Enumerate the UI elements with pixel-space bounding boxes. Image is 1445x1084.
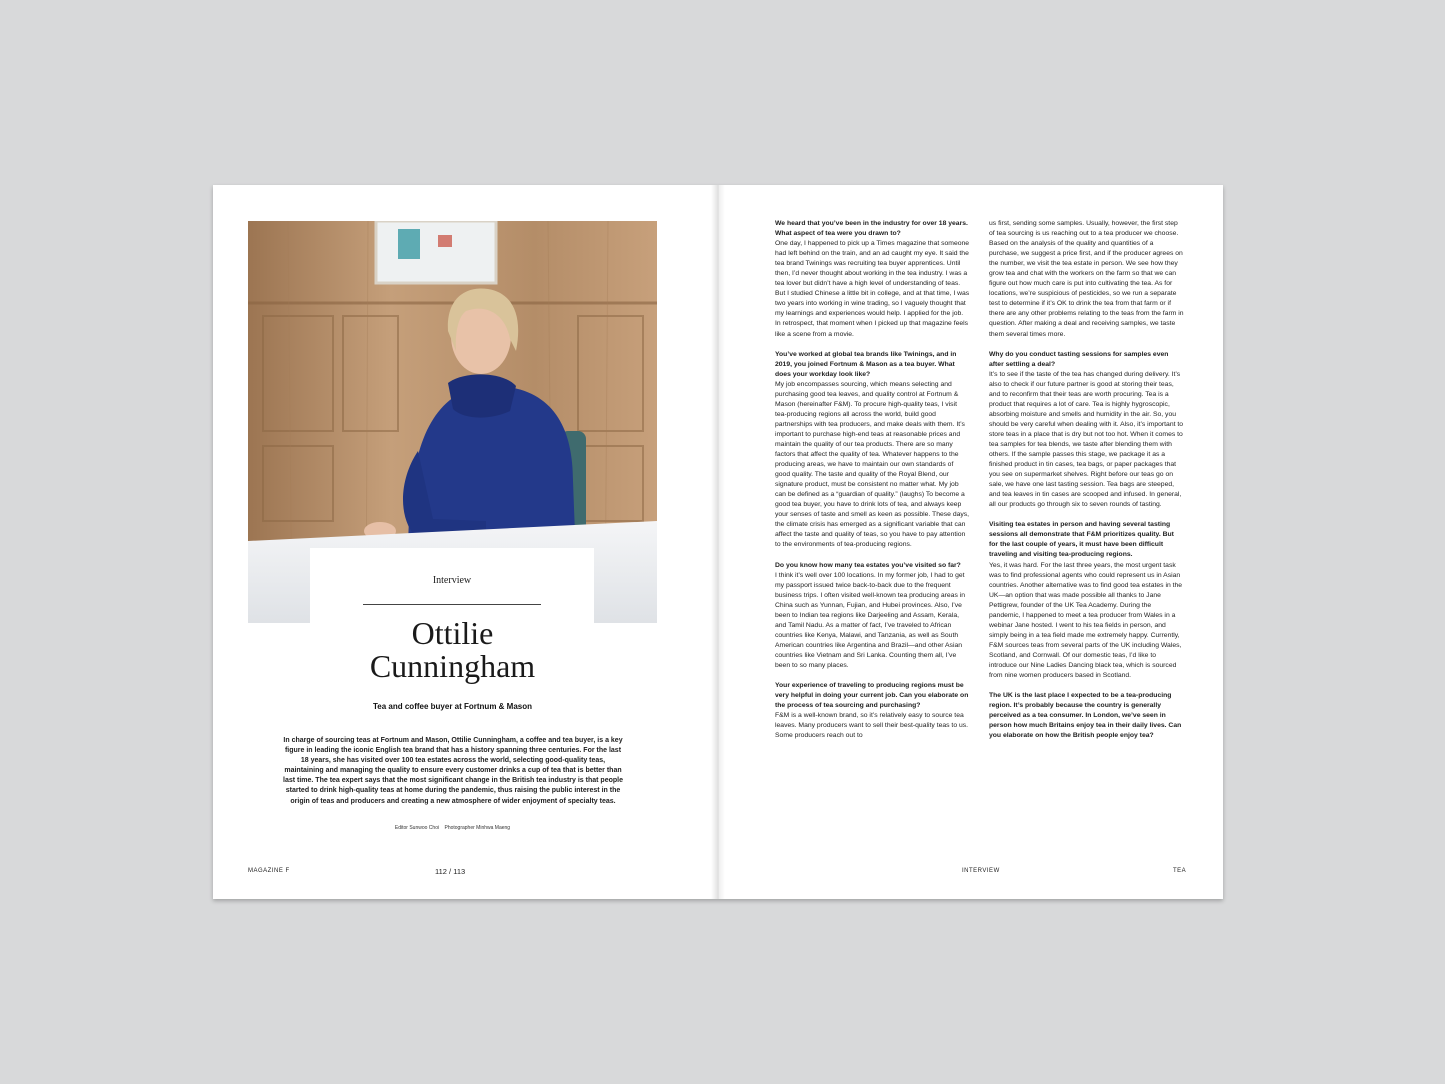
title-card [310,548,594,623]
answer: One day, I happened to pick up a Times magazine that someone had left behind on the train, and an ad caught my eye. It said the tea brand Twinings was recruiting tea buyer apprentices. Until then, I’d never thought about working in the tea industry. I was a tea lover but didn’t have a high level of understanding of teas. But I studied Chinese a little bit in college, and at that time, I was two years into working in wine trading, so I vaguely thought that my learnings and experiences would help. I applied for the job. In retrospect, that moment when I picked up that magazine feels like a scene from a movie. [775,240,970,338]
intro-paragraph: In charge of sourcing teas at Fortnum and Mason, Ottilie Cunningham, a coffee and tea buyer, is a key figure in leading the iconic English tea brand that has a history spanning three centuries. For the last 18 years, she has visited over 100 tea estates across the world, selecting good-quality teas, maintaining and managing the quality to ensure every customer drinks a cup of tea that is better than last time. The tea expert says that the most significant change in the British tea industry is that people started to drink high-quality teas at home during the pandemic, thus raising the public interest in the origin of teas and producers and creating a new atmosphere of wider enjoyment of specialty teas. [283,737,623,805]
question: Why do you conduct tasting sessions for samples even after settling a deal? [989,350,1169,368]
answer: It’s to see if the taste of the tea has changed during delivery. It’s also to check if our future partner is good at storing their teas, and to reconfirm that their teas are worth procuring. Tea is a product that requires a lot of care. Tea is highly hygroscopic, absorbing moisture and smells and humidity in the air. So, you should be very careful when dealing with it. Also, it’s important to store teas in a place that is dry but not too hot. When it comes to tea samples for tea blends, we taste after blending them with others. If the sample passes this stage, we package it as a finished product in tin cases, tea bags, or paper packages that you see on supermarket shelves. Right before our teas go on sale, we have one last tasting session. Tea bags are steeped, and tea leaves in tin cases are scooped and infused. In general, all our products go through six to seven rounds of tasting. [989,370,1184,509]
page-numbers: 112 / 113 [435,867,466,876]
question: We heard that you’ve been in the industry for over 18 years. What aspect of tea were you drawn to? [775,220,968,238]
answer: F&M is a well-known brand, so it’s relatively easy to source tea leaves. Many producers want to sell their best-quality teas to us. Some producers reach out to [775,712,969,740]
name-line-2: Cunningham [369,648,536,684]
magazine-spread [213,185,1223,899]
name-line-1: Ottilie [411,615,494,651]
question: You’ve worked at global tea brands like Twinings, and in 2019, you joined Fortnum & Mason as a tea buyer. What does your workday look like? [775,350,957,378]
answer: us first, sending some samples. Usually, however, the first step of tea sourcing is us reaching out to a tea producer we choose. Based on the analysis of the quality and quantities of a purchase, we suggest a price first, and if the producer agrees on the number, we visit the tea estate in person. We see how they grow tea and chat with the workers on the farm so that we can figure out how much care is put into cultivating the tea. As for locations, we’re suspicious of pesticides, so we run a separate test to determine if it’s OK to drink the tea from that farm or if there are any other problems relating to the teas from the farm in question. After making a deal and receiving samples, we taste them several times more. [989,220,1184,338]
title-rule [363,604,541,605]
folio-section: INTERVIEW [962,868,1000,874]
folio-topic: TEA [1173,868,1187,874]
spine-shadow [711,185,725,899]
answer: Yes, it was hard. For the last three years, the most urgent task was to find professional agents who could represent us in Asian countries. Another alternative was to find good tea estates in the UK—an option that was made possible all thanks to Jane Pettigrew, founder of the UK Tea Academy. During the pandemic, I happened to meet a tea producer from Wales in a webinar Jane hosted. I went to his tea fields in person, and simply being in a tea field made me extremely happy. Currently, F&M sources teas from several parts of the UK including Wales, Scotland, and Cornwall. Of our domestic teas, I’d like to introduce our Nine Ladies Dancing black tea, which is sourced from nine women producers based in Scotland. [989,561,1183,680]
credit-photographer: Photographer Minhwa Maeng [444,825,511,831]
question: Visiting tea estates in person and having several tasting sessions all demonstrate that F&M prioritizes quality. But for the last couple of years, it must have been difficult traveling and visiting tea-producing regions. [989,521,1174,559]
section-label: Interview [432,575,472,586]
left-page [213,185,718,899]
answer: My job encompasses sourcing, which means selecting and purchasing good tea leaves, and quality control at Fortnum & Mason (hereinafter F&M). To procure high-quality teas, I visit tea-producing regions all across the world, build good partnerships with tea producers, and make deals with them. It’s important to purchase high-end teas at reasonable prices and maintain the quality of our tea products. There are so many factors that affect the quality of tea. Whatever happens to the producing areas, we have to maintain our own standards of good quality. The taste and quality of the Royal Blend, our signature product, must be consistent no matter what. My job can be defined as a “guardian of quality.” (laughs) To become a good tea buyer, you have to drink lots of tea, and always keep your senses of taste and smell as keen as possible. These days, the climate crisis has emerged as a significant variable that can affect the taste and quality of teas, so you have to pay attention to the environments of tea-producing regions. [775,380,970,549]
interviewee-role: Tea and coffee buyer at Fortnum & Mason [373,702,532,711]
question: Your experience of traveling to producing regions must be very helpful in doing your current job. Can you elaborate on the process of tea sourcing and purchasing? [775,682,969,710]
interviewee-name [248,617,657,683]
text-column-2 [989,219,1184,741]
answer: I think it’s well over 100 locations. In my former job, I had to get my passport issued twice back-to-back due to the frequent business trips. I often visited well-known tea producing areas in China such as Yunnan, Fujian, and Hubei provinces. Also, I’ve been to Indian tea regions like Darjeeling and Assam, Kerala, and Tamil Nadu. As a matter of fact, I’ve traveled to African countries like Kenya, Malawi, and Tanzania, as well as South American countries like Argentina and Brazil—and other Asian countries like Vietnam and Sri Lanka. Counting them all, I’ve been to so many places. [775,571,966,669]
folio-magazine: MAGAZINE F [248,868,290,874]
credit-editor: Editor Sunwoo Choi [394,825,440,831]
question: The UK is the last place I expected to be a tea-producing region. It’s probably because the country is generally perceived as a tea consumer. In London, we’ve seen in person how much Britains enjoy tea in their daily lives. Can you elaborate on how the British people enjoy tea? [989,692,1182,740]
right-page [718,185,1223,899]
question: Do you know how many tea estates you’ve visited so far? [775,561,961,569]
credits [248,825,657,831]
text-column-1 [775,219,970,751]
